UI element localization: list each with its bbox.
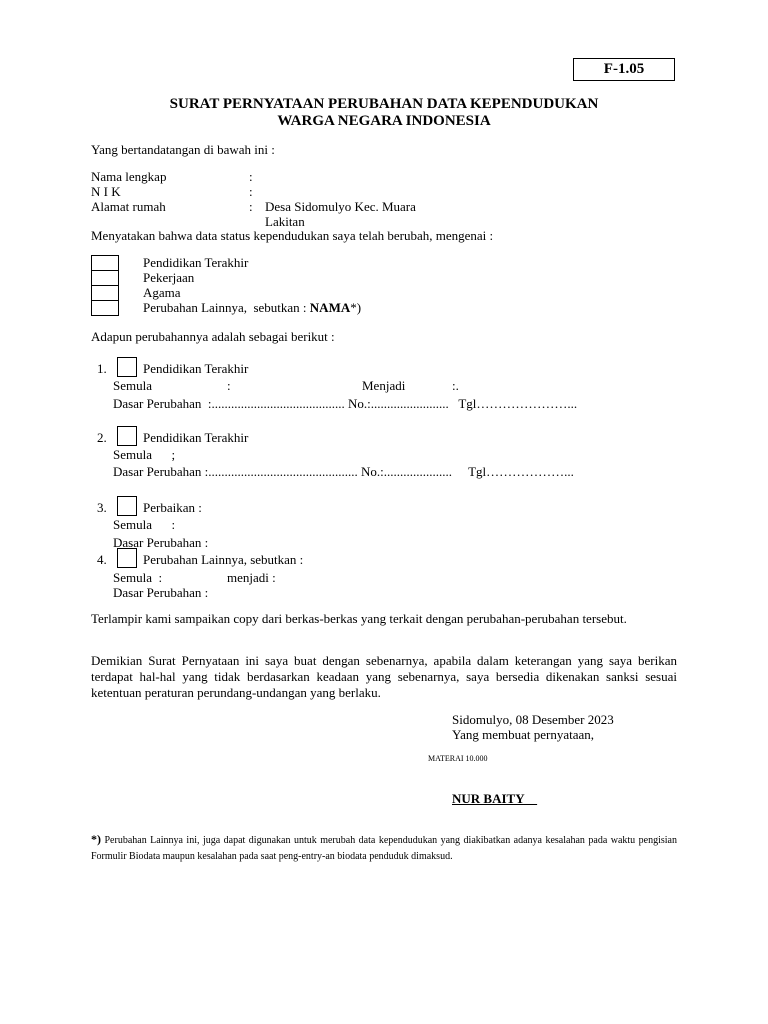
materai-label: MATERAI 10.000 — [428, 754, 488, 763]
field-nik-sep: : — [249, 184, 253, 199]
item1-semula-label: Semula — [113, 378, 152, 393]
item4-number: 4. — [97, 552, 107, 567]
field-alamat-sep: : — [249, 199, 253, 214]
field-nik-label: N I K — [91, 184, 121, 199]
option-label-agama: Agama — [143, 285, 181, 300]
document-title-line1: SURAT PERNYATAAN PERUBAHAN DATA KEPENDUDUKAN — [169, 96, 599, 112]
changes-intro: Adapun perubahannya adalah sebagai berikut : — [91, 329, 335, 344]
item1-menjadi-sep: :. — [452, 378, 459, 393]
item3-number: 3. — [97, 500, 107, 515]
item1-menjadi-label: Menjadi — [362, 378, 406, 393]
item2-number: 2. — [97, 430, 107, 445]
signature-place-date: Sidomulyo, 08 Desember 2023 — [452, 712, 614, 727]
item2-title: Pendidikan Terakhir — [143, 430, 249, 445]
attached-paragraph: Terlampir kami sampaikan copy dari berkas-berkas yang terkait dengan perubahan-perubahan tersebut. — [91, 611, 627, 626]
item4-semula-label: Semula : — [113, 570, 163, 585]
field-alamat-value-line1: Desa Sidomulyo Kec. Muara — [265, 199, 416, 214]
item1-semula-sep: : — [227, 378, 231, 393]
option-checkbox-pekerjaan[interactable] — [91, 270, 119, 286]
document-title-line2: WARGA NEGARA INDONESIA — [277, 113, 491, 129]
option-label-pekerjaan: Pekerjaan — [143, 270, 195, 285]
footnote-mark: *) — [91, 832, 101, 846]
item4-checkbox[interactable] — [117, 548, 137, 568]
item3-semula-label: Semula : — [113, 517, 176, 532]
item3-checkbox[interactable] — [117, 496, 137, 516]
item1-dasar-perubahan: Dasar Perubahan :......................................... No.:........................ Tgl…………………... — [113, 396, 578, 411]
option-lainnya-bold: NAMA — [309, 300, 351, 315]
footnote-text: Perubahan Lainnya ini, juga dapat digunakan untuk merubah data kependudukan yang diakibatkan adanya kesalahan pada waktu pengisian Formulir Biodata maupun kesalahan pada saat peng-entry-an biodata penduduk dimaksud. — [91, 835, 677, 862]
closing-paragraph: Demikian Surat Pernyataan ini saya buat dengan sebenarnya, apabila dalam keterangan yang saya berikan terdapat hal-hal yang tidak berdasarkan keadaan yang sebenarnya, saya bersedia dikenakan sanksi sesuai ketentuan peraturan perundang-undangan yang berlaku. — [91, 653, 677, 700]
option-checkbox-pendidikan[interactable] — [91, 255, 119, 271]
field-nama-sep: : — [249, 169, 253, 184]
item2-semula-label: Semula ; — [113, 447, 176, 462]
signatory-name: NUR BAITY — [452, 791, 538, 806]
statement-text: Menyatakan bahwa data status kependudukan saya telah berubah, mengenai : — [91, 228, 494, 243]
field-nama-label: Nama lengkap — [91, 169, 167, 184]
item3-title: Perbaikan : — [143, 500, 202, 515]
option-checkbox-agama[interactable] — [91, 285, 119, 301]
footnote — [91, 831, 677, 865]
item2-checkbox[interactable] — [117, 426, 137, 446]
option-lainnya-text: Perubahan Lainnya, sebutkan : — [143, 300, 310, 315]
item1-number: 1. — [97, 361, 107, 376]
signature-role: Yang membuat pernyataan, — [452, 727, 595, 742]
item1-title: Pendidikan Terakhir — [143, 361, 249, 376]
item2-dasar-perubahan: Dasar Perubahan :.............................................. No.:..................... Tgl………………... — [113, 464, 574, 479]
item4-menjadi-label: menjadi : — [227, 570, 276, 585]
item4-dasar-perubahan: Dasar Perubahan : — [113, 585, 209, 600]
intro-text: Yang bertandatangan di bawah ini : — [91, 142, 275, 157]
item1-checkbox[interactable] — [117, 357, 137, 377]
option-label-lainnya — [143, 300, 361, 315]
field-alamat-value-line2: Lakitan — [265, 214, 305, 229]
form-code: F-1.05 — [573, 58, 675, 81]
field-alamat-label: Alamat rumah — [91, 199, 166, 214]
item4-title: Perubahan Lainnya, sebutkan : — [143, 552, 304, 567]
item3-dasar-perubahan: Dasar Perubahan : — [113, 535, 209, 550]
option-label-pendidikan: Pendidikan Terakhir — [143, 255, 249, 270]
option-checkbox-lainnya[interactable] — [91, 300, 119, 316]
option-lainnya-tail: *) — [350, 300, 362, 315]
